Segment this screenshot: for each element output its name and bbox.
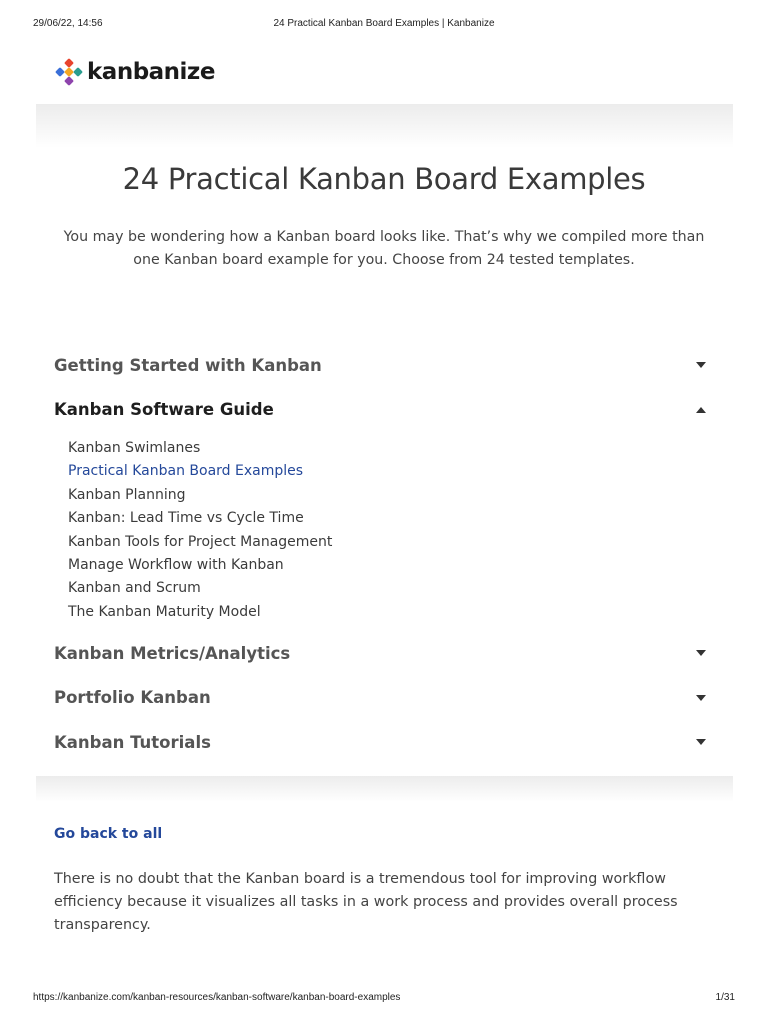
print-datetime: 29/06/22, 14:56 — [33, 18, 103, 29]
intro-paragraph: There is no doubt that the Kanban board is a tremendous tool for improving workflow efficiency because it visualizes all tasks in a work process and provides overall process transparency. — [54, 871, 678, 933]
menu-header-metrics[interactable] — [54, 631, 714, 676]
submenu-item-manage-workflow[interactable]: Manage Workflow with Kanban — [68, 556, 284, 573]
menu-section-metrics — [54, 631, 714, 676]
page-description: You may be wondering how a Kanban board looks like. That’s why we compiled more than one Kanban board example for you. Choose from 24 tested templates. — [63, 229, 705, 268]
kanbanize-logo-icon — [55, 58, 83, 86]
caret-down-icon[interactable] — [696, 362, 706, 368]
site-logo[interactable] — [55, 58, 215, 86]
hero-divider-shadow — [36, 104, 733, 148]
menu-header-portfolio[interactable] — [54, 676, 714, 721]
print-url: https://kanbanize.com/kanban-resources/kanban-software/kanban-board-examples — [33, 992, 401, 1003]
menu-label: Kanban Tutorials — [54, 732, 211, 752]
submenu-item-planning[interactable]: Kanban Planning — [68, 486, 186, 503]
print-page-number: 1/31 — [715, 992, 735, 1003]
back-link[interactable]: Go back to all — [54, 826, 163, 842]
menu-label: Kanban Metrics/Analytics — [54, 643, 291, 663]
caret-down-icon[interactable] — [696, 739, 706, 745]
content-divider-shadow — [36, 776, 733, 802]
resources-menu — [54, 343, 714, 765]
menu-section-getting-started — [54, 343, 714, 388]
submenu-item-board-examples[interactable]: Practical Kanban Board Examples — [68, 463, 304, 480]
caret-down-icon[interactable] — [696, 650, 706, 656]
logo-text: kanbanize — [87, 59, 215, 85]
menu-section-portfolio — [54, 676, 714, 721]
menu-label: Getting Started with Kanban — [54, 355, 322, 375]
menu-header-software-guide[interactable] — [54, 388, 714, 433]
print-header — [0, 18, 768, 32]
submenu-item-project-tools[interactable]: Kanban Tools for Project Management — [68, 533, 333, 550]
menu-section-tutorials — [54, 720, 714, 765]
submenu-software-guide — [54, 432, 714, 631]
page-title: 24 Practical Kanban Board Examples — [122, 162, 646, 196]
menu-label: Kanban Software Guide — [54, 400, 274, 420]
menu-header-getting-started[interactable] — [54, 343, 714, 388]
menu-section-software-guide — [54, 388, 714, 632]
submenu-item-lead-cycle-time[interactable]: Kanban: Lead Time vs Cycle Time — [68, 510, 304, 527]
submenu-item-kanban-scrum[interactable]: Kanban and Scrum — [68, 580, 201, 597]
menu-header-tutorials[interactable] — [54, 720, 714, 765]
menu-label: Portfolio Kanban — [54, 688, 211, 708]
caret-down-icon[interactable] — [696, 695, 706, 701]
print-page-title: 24 Practical Kanban Board Examples | Kanbanize — [273, 18, 495, 29]
print-footer — [0, 992, 768, 1006]
submenu-item-maturity-model[interactable]: The Kanban Maturity Model — [68, 603, 261, 620]
submenu-item-swimlanes[interactable]: Kanban Swimlanes — [68, 440, 201, 456]
caret-up-icon[interactable] — [696, 407, 706, 413]
